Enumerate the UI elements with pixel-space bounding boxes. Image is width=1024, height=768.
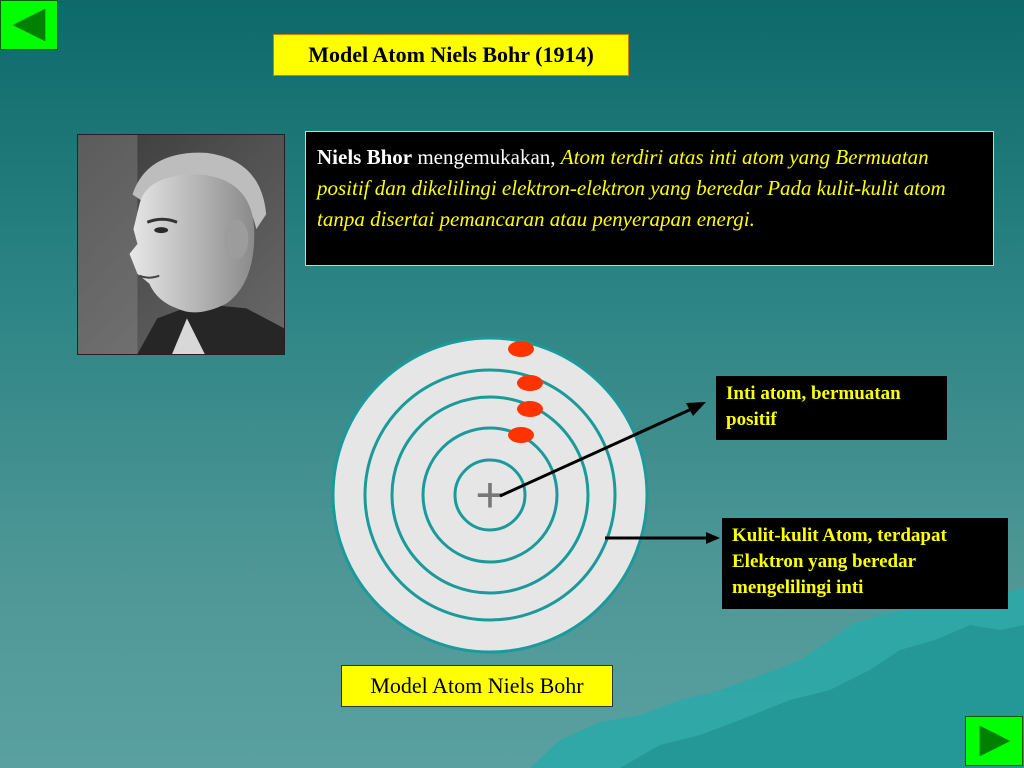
shell-label: Kulit-kulit Atom, terdapat Elektron yang beredar mengelilingi inti (722, 518, 1008, 609)
nucleus-label: Inti atom, bermuatan positif (716, 376, 947, 440)
shell-arrowhead (706, 532, 720, 544)
right-triangle-icon (966, 717, 1022, 765)
electron-4 (508, 427, 534, 443)
electron-3 (517, 401, 543, 417)
diagram-caption: Model Atom Niels Bohr (341, 665, 613, 707)
description-statement: Atom terdiri atas inti atom yang Bermuatan positif dan dikelilingi elektron-elektron yang beredar Pada kulit-kulit atom tanpa disertai pemancaran atau penyerapan energi. (317, 145, 946, 231)
electron-2 (517, 375, 543, 391)
electron-1 (508, 341, 534, 357)
nucleus-plus-symbol: + (475, 467, 505, 523)
scientist-name: Niels Bhor (317, 145, 413, 169)
next-slide-button[interactable] (965, 716, 1023, 766)
slide-title: Model Atom Niels Bohr (1914) (273, 34, 629, 76)
description-verb: mengemukakan, (412, 145, 561, 169)
